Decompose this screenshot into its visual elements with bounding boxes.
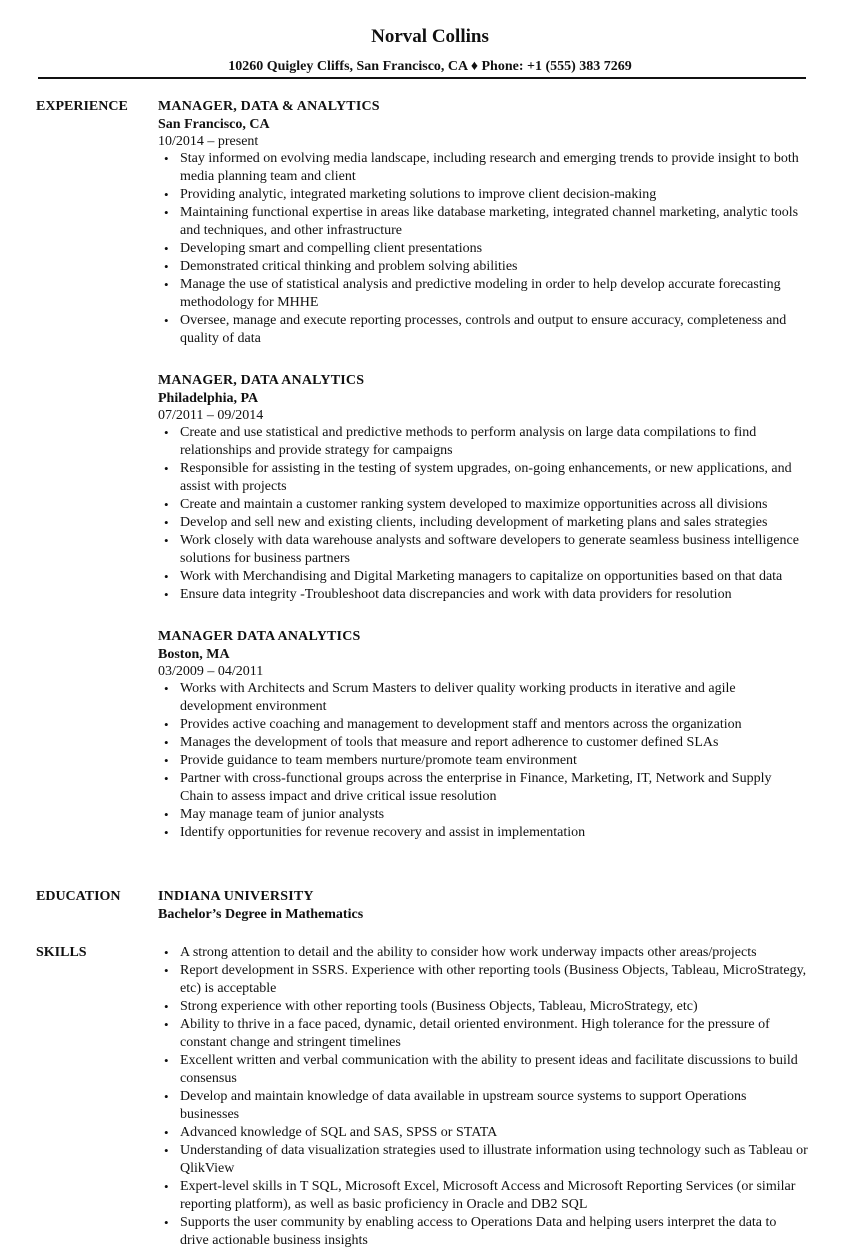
skill-item: • Understanding of data visualization strategies used to illustrate information using technology such as Tableau or QlikView — [158, 1142, 808, 1178]
job-title: MANAGER DATA ANALYTICS — [158, 629, 361, 644]
bullet-item: • Demonstrated critical thinking and problem solving abilities — [158, 258, 808, 276]
skill-item: • Supports the user community by enabling access to Operations Data and helping users interpret the data to drive actionable business insights — [158, 1214, 808, 1250]
job-location: Philadelphia, PA — [158, 391, 259, 406]
bullet-item: • Ensure data integrity -Troubleshoot data discrepancies and work with data providers for resolution — [158, 586, 808, 604]
job-title: MANAGER, DATA & ANALYTICS — [158, 99, 380, 114]
header-divider — [38, 77, 806, 79]
job-dates: 10/2014 – present — [158, 134, 259, 149]
bullet-item: • Create and use statistical and predictive methods to perform analysis on large data compilations to find relationships and provide strategy for campaigns — [158, 424, 808, 460]
bullet-item: • Oversee, manage and execute reporting processes, controls and output to ensure accuracy, completeness and quality of data — [158, 312, 808, 348]
job-location: San Francisco, CA — [158, 117, 270, 132]
bullet-item: • Responsible for assisting in the testing of system upgrades, on-going enhancements, or new applications, and assist with projects — [158, 460, 808, 496]
bullet-item: • Identify opportunities for revenue recovery and assist in implementation — [158, 824, 808, 842]
skills-list — [158, 944, 808, 1250]
job-bullets — [158, 424, 808, 604]
experience-section — [158, 98, 808, 856]
bullet-item: • Works with Architects and Scrum Masters to deliver quality working products in iterative and agile development environment — [158, 680, 808, 716]
bullet-item: • Manage the use of statistical analysis and predictive modeling in order to help develop accurate forecasting methodology for MHHE — [158, 276, 808, 312]
bullet-item: • Provides active coaching and management to development staff and mentors across the organization — [158, 716, 808, 734]
job-bullets — [158, 150, 808, 348]
bullet-item: • Manages the development of tools that measure and report adherence to customer defined SLAs — [158, 734, 808, 752]
job-entry — [158, 628, 808, 842]
bullet-item: • Partner with cross-functional groups across the enterprise in Finance, Marketing, IT, Network and Supply Chain to assess impact and drive critical issue resolution — [158, 770, 808, 806]
contact-line: 10260 Quigley Cliffs, San Francisco, CA ♦ Phone: +1 (555) 383 7269 — [228, 59, 632, 74]
degree: Bachelor’s Degree in Mathematics — [158, 907, 364, 922]
bullet-item: • Provide guidance to team members nurture/promote team environment — [158, 752, 808, 770]
section-label-education: EDUCATION — [36, 889, 121, 904]
skill-item: • A strong attention to detail and the ability to consider how work underway impacts other areas/projects — [158, 944, 808, 962]
bullet-item: • Create and maintain a customer ranking system developed to maximize opportunities across all divisions — [158, 496, 808, 514]
resume-name: Norval Collins — [371, 26, 489, 47]
section-label-skills: SKILLS — [36, 945, 87, 960]
bullet-item: • Maintaining functional expertise in areas like database marketing, integrated channel marketing, analytic tools and techniques, and other infrastructure — [158, 204, 808, 240]
job-entry — [158, 372, 808, 604]
bullet-item: • May manage team of junior analysts — [158, 806, 808, 824]
bullet-item: • Develop and sell new and existing clients, including development of marketing plans and sales strategies — [158, 514, 808, 532]
school-name: INDIANA UNIVERSITY — [158, 889, 314, 904]
bullet-item: • Developing smart and compelling client presentations — [158, 240, 808, 258]
skill-item: • Advanced knowledge of SQL and SAS, SPSS or STATA — [158, 1124, 808, 1142]
education-section — [158, 888, 808, 924]
skill-item: • Ability to thrive in a face paced, dynamic, detail oriented environment. High tolerance for the pressure of constant change and stringent timelines — [158, 1016, 808, 1052]
job-bullets — [158, 680, 808, 842]
job-location: Boston, MA — [158, 647, 230, 662]
skill-item: • Excellent written and verbal communication with the ability to present ideas and facilitate discussions to build consensus — [158, 1052, 808, 1088]
job-dates: 03/2009 – 04/2011 — [158, 664, 264, 679]
skill-item: • Expert-level skills in T SQL, Microsoft Excel, Microsoft Access and Microsoft Reporting Services (or similar reporting platform), as well as basic proficiency in Oracle and DB2 SQL — [158, 1178, 808, 1214]
job-entry — [158, 98, 808, 348]
job-title: MANAGER, DATA ANALYTICS — [158, 373, 365, 388]
bullet-item: • Work closely with data warehouse analysts and software developers to generate seamless business intelligence solutions for business partners — [158, 532, 808, 568]
skill-item: • Report development in SSRS. Experience with other reporting tools (Business Objects, Tableau, MicroStrategy, etc) is acceptable — [158, 962, 808, 998]
bullet-item: • Providing analytic, integrated marketing solutions to improve client decision-making — [158, 186, 808, 204]
skills-section — [158, 944, 808, 1250]
job-dates: 07/2011 – 09/2014 — [158, 408, 264, 423]
bullet-item: • Work with Merchandising and Digital Marketing managers to capitalize on opportunities based on that data — [158, 568, 808, 586]
section-label-experience: EXPERIENCE — [36, 99, 128, 114]
bullet-item: • Stay informed on evolving media landscape, including research and emerging trends to provide insight to both media planning team and client — [158, 150, 808, 186]
skill-item: • Strong experience with other reporting tools (Business Objects, Tableau, MicroStrategy, etc) — [158, 998, 808, 1016]
skill-item: • Develop and maintain knowledge of data available in upstream source systems to support Operations businesses — [158, 1088, 808, 1124]
